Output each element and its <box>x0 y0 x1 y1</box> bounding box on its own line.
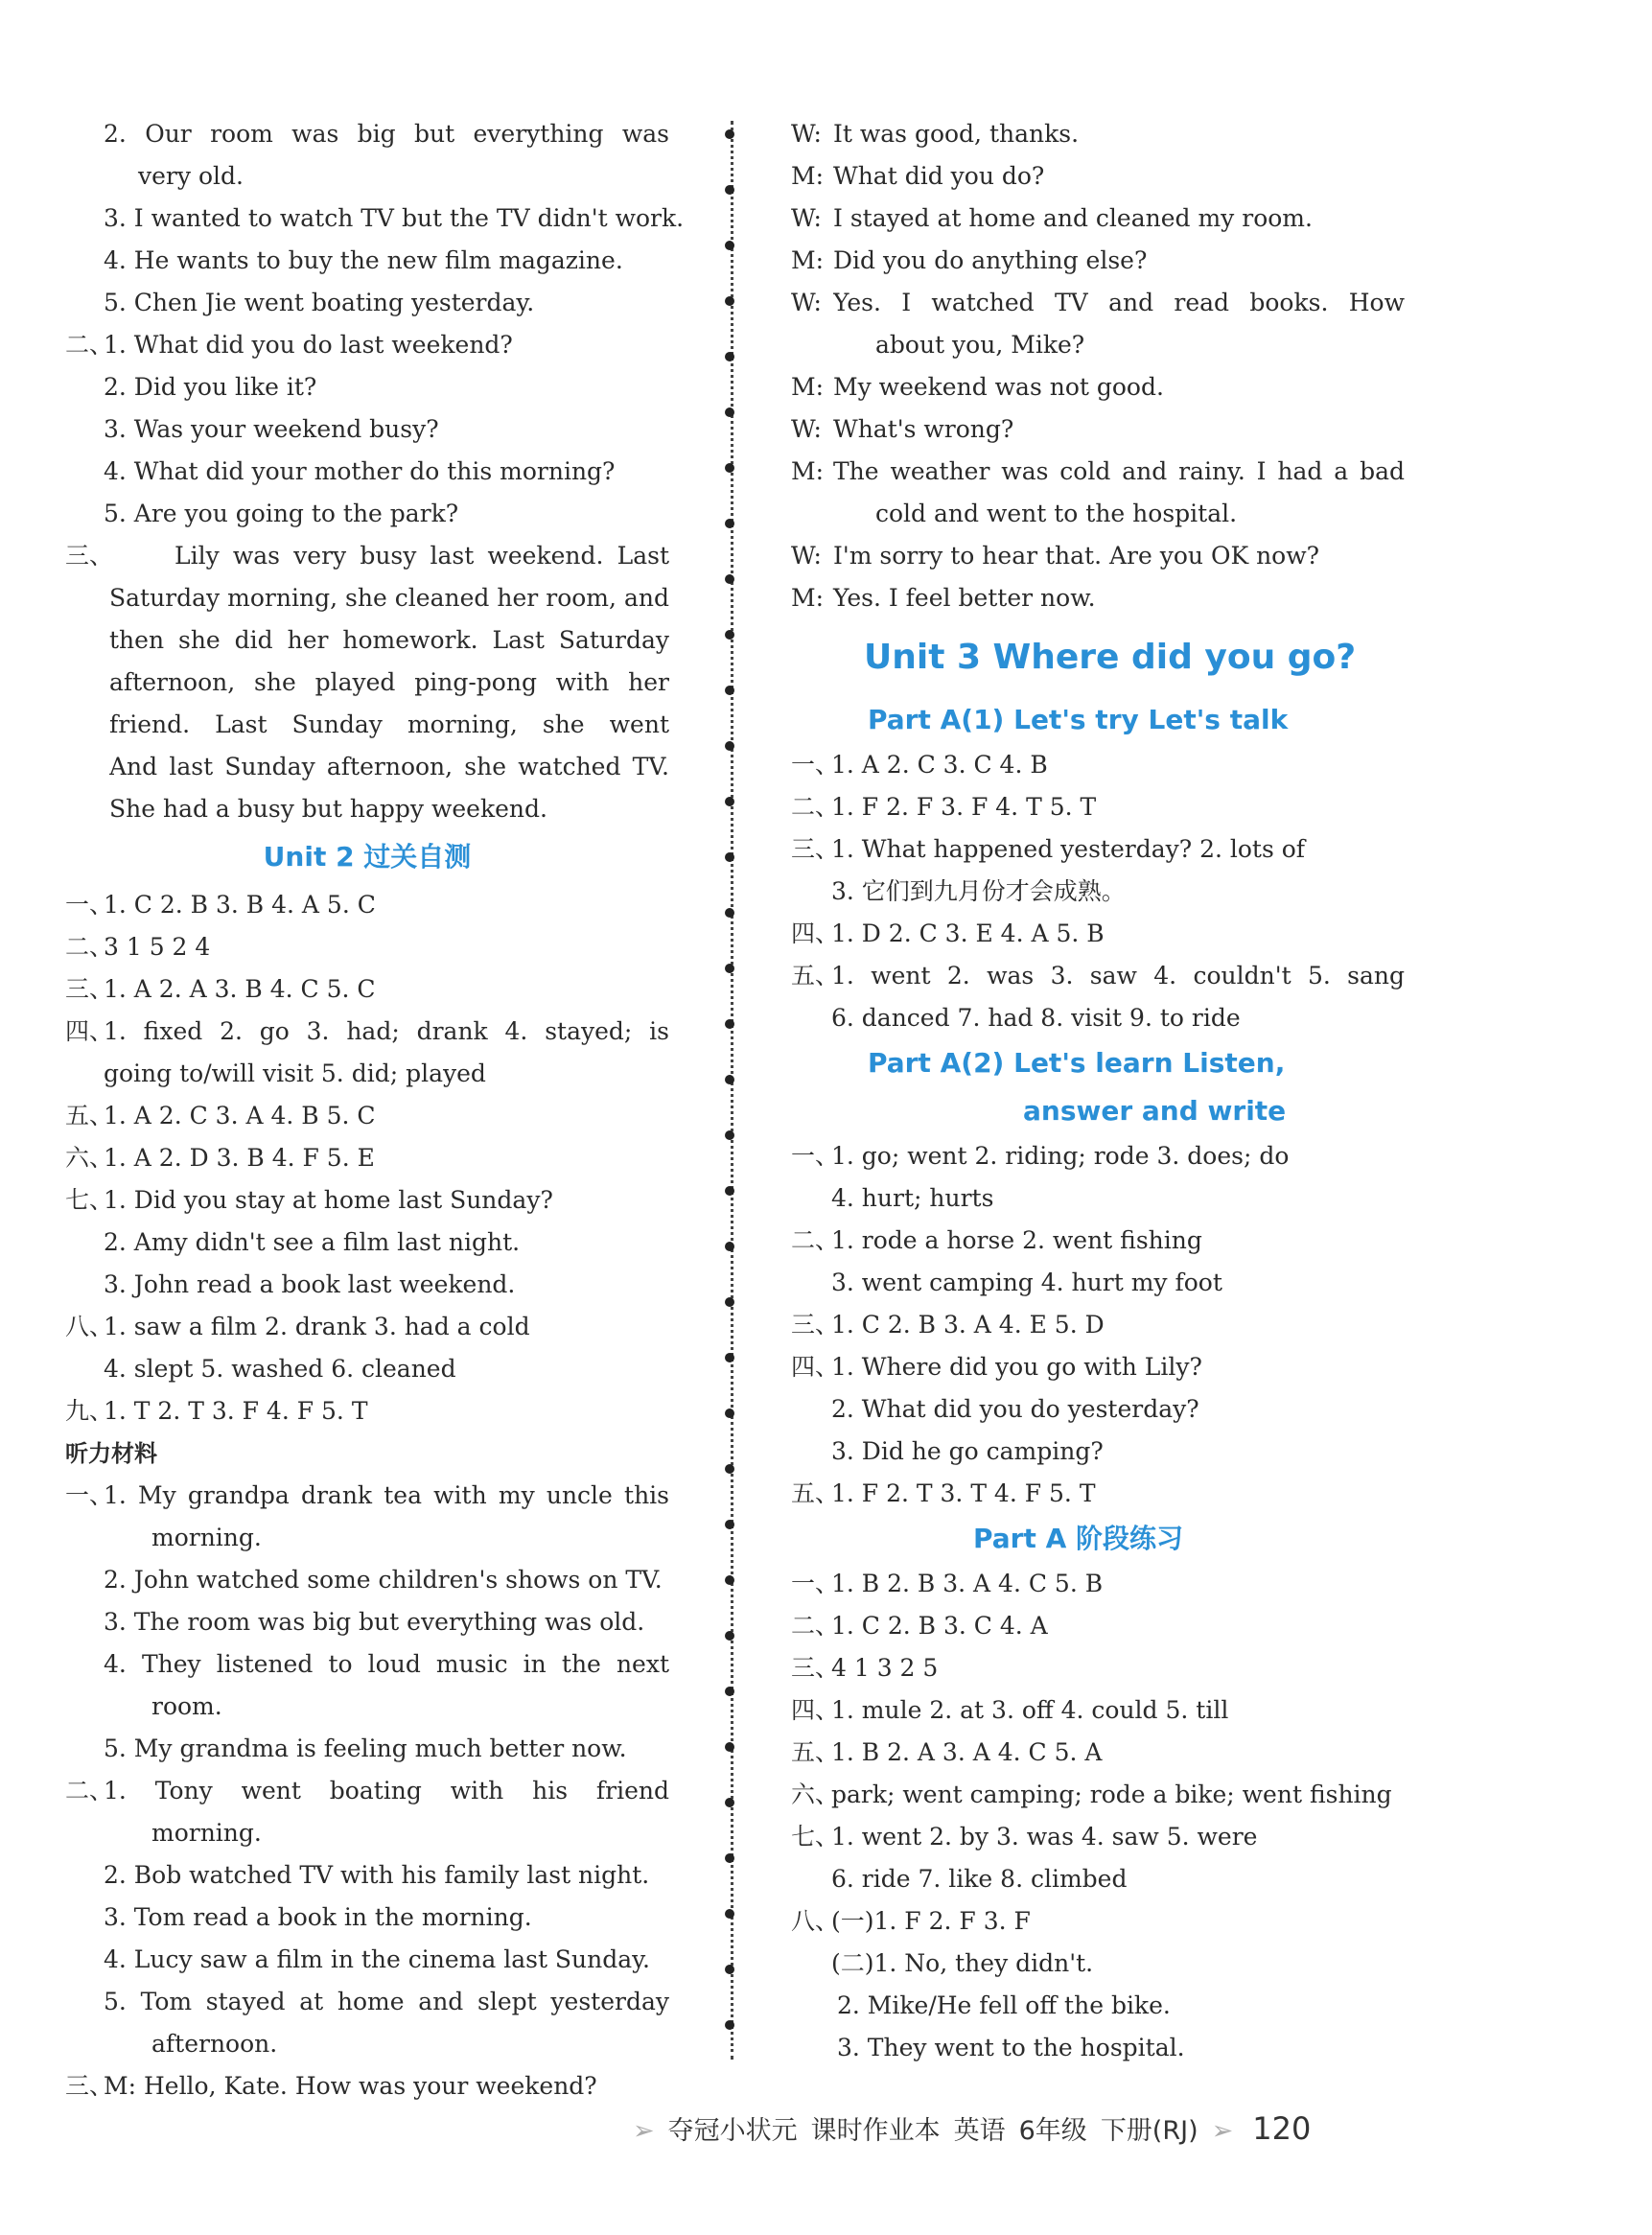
line-marker: W: <box>791 289 822 316</box>
line-text: 4. hurt; hurts <box>831 1184 994 1212</box>
answer-line <box>65 1137 669 1179</box>
left-column <box>65 113 685 2107</box>
line-marker: M: <box>791 584 825 612</box>
answer-line <box>791 535 1405 577</box>
line-marker: 五、 <box>65 1102 114 1129</box>
section-heading: Unit 3 Where did you go? <box>864 638 1357 677</box>
line-marker: 二、 <box>65 331 114 359</box>
line-marker: M: <box>791 457 825 485</box>
binding-dot <box>725 1186 734 1196</box>
answer-line <box>65 619 669 662</box>
line-text: park; went camping; rode a bike; went fishing <box>831 1781 1392 1808</box>
line-text: 1. What happened yesterday? 2. lots of <box>831 835 1306 863</box>
line-text: 2. Did you like it? <box>104 373 317 401</box>
binding-dot <box>725 1353 734 1362</box>
line-text: 1. went 2. by 3. was 4. saw 5. were <box>831 1823 1258 1851</box>
line-text: My weekend was not good. <box>833 373 1164 401</box>
answer-line <box>791 1816 1405 1858</box>
binding-dot <box>725 407 734 417</box>
line-text: 2. What did you do yesterday? <box>831 1395 1199 1423</box>
binding-dot <box>725 1909 734 1919</box>
line-text: going to/will visit 5. did; played <box>104 1059 486 1087</box>
answer-line <box>791 1135 1405 1177</box>
binding-dot <box>725 352 734 361</box>
answer-line <box>65 535 669 577</box>
page-footer <box>633 2105 1324 2153</box>
answer-line <box>791 1732 1405 1774</box>
line-text: And last Sunday afternoon, she watched TV. <box>109 753 669 780</box>
listening-label: 听力材料 <box>65 1440 157 1467</box>
answer-line <box>791 744 1405 786</box>
line-marker: 四、 <box>791 920 840 947</box>
line-text: She had a busy but happy weekend. <box>109 795 547 823</box>
line-text: 2. Mike/He fell off the bike. <box>837 1991 1171 2019</box>
answer-line <box>65 1854 669 1897</box>
line-text: It was good, thanks. <box>833 120 1080 148</box>
answer-line <box>65 1390 669 1432</box>
line-text: 1. went 2. was 3. saw 4. couldn't 5. sang <box>831 962 1405 989</box>
answer-line <box>65 1179 669 1222</box>
answer-line <box>65 1643 669 1686</box>
binding-dot <box>725 630 734 640</box>
binding-dot <box>725 1297 734 1307</box>
answer-line <box>65 1095 669 1137</box>
line-marker: W: <box>791 120 822 148</box>
answer-line <box>65 1728 669 1770</box>
line-text: 1. rode a horse 2. went fishing <box>831 1226 1202 1254</box>
binding-dot <box>725 1742 734 1752</box>
line-marker: 一、 <box>791 1570 840 1597</box>
line-text: 3. Did he go camping? <box>831 1437 1104 1465</box>
line-text: cold and went to the hospital. <box>875 500 1238 527</box>
binding-dot <box>725 129 734 139</box>
line-marker: 六、 <box>65 1144 114 1172</box>
answer-line <box>65 1812 669 1854</box>
line-text: 1. B 2. A 3. A 4. C 5. A <box>831 1738 1103 1766</box>
line-text: What's wrong? <box>833 415 1014 443</box>
line-marker: 五、 <box>791 1479 840 1507</box>
line-text: What did you do? <box>833 162 1045 190</box>
answer-line <box>65 704 669 746</box>
line-text: 5. My grandma is feeling much better now. <box>104 1734 627 1762</box>
answer-line <box>791 198 1405 240</box>
answer-line <box>65 746 669 788</box>
binding-dot <box>725 463 734 473</box>
line-text: 3 1 5 2 4 <box>104 933 211 961</box>
line-marker: 一、 <box>791 751 840 779</box>
line-text: Lily was very busy last weekend. Last <box>175 542 669 570</box>
line-text: 6. danced 7. had 8. visit 9. to ride <box>831 1004 1241 1032</box>
line-text: 2. Amy didn't see a film last night. <box>104 1228 521 1256</box>
binding-dot <box>725 1019 734 1029</box>
binding-dot <box>725 2020 734 2030</box>
line-text: M: Hello, Kate. How was your weekend? <box>104 2072 597 2100</box>
line-marker: 八、 <box>65 1313 114 1340</box>
line-text: 4. slept 5. washed 6. cleaned <box>104 1355 456 1383</box>
answer-line <box>65 926 669 968</box>
answer-line <box>65 2023 669 2065</box>
binding-dot <box>725 1965 734 1974</box>
binding-dot <box>725 1075 734 1084</box>
line-marker: 七、 <box>65 1186 114 1214</box>
footer-term: 下册(RJ) <box>1100 2116 1198 2146</box>
line-text: 3. went camping 4. hurt my foot <box>831 1269 1222 1296</box>
answer-line <box>791 1774 1405 1816</box>
line-text: very old. <box>138 162 244 190</box>
answer-line <box>65 1011 669 1053</box>
answer-line <box>65 366 669 408</box>
line-text: 4 1 3 2 5 <box>831 1654 939 1682</box>
answer-line <box>65 324 669 366</box>
line-text: morning. <box>151 1819 262 1847</box>
answer-line <box>65 884 669 926</box>
line-text: 1. What did you do last weekend? <box>104 331 513 359</box>
answer-line <box>791 1431 1405 1473</box>
line-text: 1. A 2. D 3. B 4. F 5. E <box>104 1144 375 1172</box>
binding-dot <box>725 1853 734 1863</box>
line-marker: 九、 <box>65 1397 114 1425</box>
line-marker: 五、 <box>791 962 840 989</box>
answer-line <box>791 324 1405 366</box>
answer-line <box>65 282 669 324</box>
line-text: about you, Mike? <box>875 331 1085 359</box>
answer-line <box>65 577 669 619</box>
line-text: 3. John read a book last weekend. <box>104 1270 516 1298</box>
binding-dot <box>725 686 734 695</box>
line-text: friend. Last Sunday morning, she went <box>109 710 669 738</box>
binding-dot <box>725 852 734 862</box>
answer-line <box>65 1053 669 1095</box>
line-text: morning. <box>151 1524 262 1551</box>
line-text: 1. A 2. A 3. B 4. C 5. C <box>104 975 376 1003</box>
footer-grade: 6年级 <box>1018 2116 1087 2146</box>
binding-dot <box>725 1687 734 1696</box>
answer-line <box>65 113 669 155</box>
answer-line <box>65 2065 669 2107</box>
answer-line <box>791 955 1405 997</box>
answer-line <box>65 1306 669 1348</box>
line-text: (二)1. No, they didn't. <box>831 1949 1094 1977</box>
line-text: (一)1. F 2. F 3. F <box>831 1907 1031 1935</box>
answer-line <box>791 282 1405 324</box>
line-marker: 三、 <box>65 2072 114 2100</box>
answer-line <box>791 366 1405 408</box>
answer-line <box>65 1981 669 2023</box>
answer-line <box>65 1686 669 1728</box>
line-text: room. <box>151 1692 222 1720</box>
line-marker: 六、 <box>791 1781 840 1808</box>
line-text: 1. Where did you go with Lily? <box>831 1353 1202 1381</box>
section-heading: Part A(2) Let's learn Listen, <box>868 1047 1286 1079</box>
answer-line <box>791 1177 1405 1220</box>
line-marker: M: <box>791 246 825 274</box>
line-text: 5. Are you going to the park? <box>104 500 459 527</box>
footer-brand: 夺冠小状元 <box>667 2116 798 2146</box>
line-text: 1. C 2. B 3. C 4. A <box>831 1612 1048 1640</box>
binding-dot <box>725 964 734 973</box>
line-marker: 三、 <box>791 1654 840 1682</box>
answer-line <box>65 155 669 198</box>
answer-line <box>791 1346 1405 1388</box>
line-text: Saturday morning, she cleaned her room, and <box>109 584 669 612</box>
footer-subject: 英语 <box>953 2116 1006 2146</box>
line-text: 1. saw a film 2. drank 3. had a cold <box>104 1313 530 1340</box>
answer-line <box>791 871 1405 913</box>
line-marker: 一、 <box>791 1142 840 1170</box>
answer-line <box>65 408 669 451</box>
answer-line <box>791 1689 1405 1732</box>
line-marker: 三、 <box>791 1311 840 1339</box>
answer-line <box>791 1985 1405 2027</box>
footer-arrow-icon: ➢ <box>633 2116 655 2146</box>
binding-dot <box>725 1798 734 1807</box>
answer-line <box>65 968 669 1011</box>
answer-line <box>65 1517 669 1559</box>
binding-dot <box>725 1631 734 1641</box>
line-text: 2. Our room was big but everything was <box>104 120 669 148</box>
line-text: 1. My grandpa drank tea with my uncle this <box>104 1481 669 1509</box>
answer-line <box>791 155 1405 198</box>
line-text: 1. fixed 2. go 3. had; drank 4. stayed; is <box>104 1017 669 1045</box>
answer-line <box>65 1897 669 1939</box>
line-text: 1. A 2. C 3. C 4. B <box>831 751 1048 779</box>
line-text: Yes. I watched TV and read books. How <box>833 289 1405 316</box>
line-marker: 四、 <box>791 1696 840 1724</box>
line-text: 1. A 2. C 3. A 4. B 5. C <box>104 1102 376 1129</box>
line-marker: M: <box>791 373 825 401</box>
line-text: 3. Tom read a book in the morning. <box>104 1903 532 1931</box>
line-text: 4. He wants to buy the new film magazine. <box>104 246 623 274</box>
answer-line <box>791 1900 1405 1943</box>
footer-arrow-icon-2: ➢ <box>1211 2116 1234 2146</box>
answer-line <box>791 1647 1405 1689</box>
answer-line <box>65 1939 669 1981</box>
binding-dot <box>725 797 734 806</box>
binding-dot <box>725 241 734 250</box>
line-marker: 八、 <box>791 1907 840 1935</box>
answer-line <box>65 1475 669 1517</box>
page-number: 120 <box>1252 2110 1312 2147</box>
section-heading: answer and write <box>1023 1095 1287 1127</box>
line-text: 6. ride 7. like 8. climbed <box>831 1865 1128 1893</box>
binding-dot <box>725 1409 734 1418</box>
line-text: 1. Tony went boating with his friend <box>104 1777 669 1804</box>
binding-dot <box>725 1520 734 1529</box>
binding-dot <box>725 1130 734 1140</box>
answer-line <box>65 788 669 830</box>
answer-line <box>791 1563 1405 1605</box>
answer-line <box>65 1601 669 1643</box>
line-marker: 二、 <box>791 1612 840 1640</box>
line-text: 2. John watched some children's shows on TV. <box>104 1566 663 1594</box>
line-text: then she did her homework. Last Saturday <box>109 626 669 654</box>
answer-line <box>65 1264 669 1306</box>
line-text: 4. Lucy saw a film in the cinema last Sunday. <box>104 1945 650 1973</box>
answer-line <box>65 1222 669 1264</box>
line-text: afternoon, she played ping-pong with her <box>109 668 669 696</box>
line-text: 3. I wanted to watch TV but the TV didn't work. <box>104 204 685 232</box>
line-text: 4. What did your mother do this morning? <box>104 457 616 485</box>
line-text: 5. Tom stayed at home and slept yesterday <box>104 1988 669 2015</box>
line-text: 2. Bob watched TV with his family last night. <box>104 1861 650 1889</box>
line-text: 3. Was your weekend busy? <box>104 415 439 443</box>
answer-line <box>791 1858 1405 1900</box>
answer-line <box>791 493 1405 535</box>
section-heading: Unit 2 过关自测 <box>263 841 472 873</box>
right-column <box>791 113 1405 2069</box>
binding-dot <box>725 741 734 751</box>
line-marker: 三、 <box>791 835 840 863</box>
line-text: 1. Did you stay at home last Sunday? <box>104 1186 553 1214</box>
line-marker: W: <box>791 542 822 570</box>
binding-dot <box>725 185 734 195</box>
section-heading: Part A(1) Let's try Let's talk <box>868 704 1289 735</box>
line-marker: 三、 <box>65 542 114 570</box>
answer-line <box>65 662 669 704</box>
answer-line <box>65 1559 669 1601</box>
answer-line <box>791 240 1405 282</box>
line-text: Did you do anything else? <box>833 246 1148 274</box>
answer-line <box>65 240 669 282</box>
answer-line <box>791 1388 1405 1431</box>
answer-line <box>65 1770 669 1812</box>
answer-line <box>791 828 1405 871</box>
line-text: 1. F 2. F 3. F 4. T 5. T <box>831 793 1097 821</box>
line-marker: 四、 <box>791 1353 840 1381</box>
line-marker: 二、 <box>65 933 114 961</box>
answer-line <box>791 113 1405 155</box>
answer-line <box>791 451 1405 493</box>
line-marker: 七、 <box>791 1823 840 1851</box>
line-text: 1. F 2. T 3. T 4. F 5. T <box>831 1479 1096 1507</box>
line-text: 1. go; went 2. riding; rode 3. does; do <box>831 1142 1290 1170</box>
answer-line <box>65 493 669 535</box>
answer-line <box>65 1348 669 1390</box>
line-marker: M: <box>791 162 825 190</box>
answer-line <box>791 913 1405 955</box>
line-text: Yes. I feel better now. <box>833 584 1096 612</box>
answer-line <box>791 1605 1405 1647</box>
line-text: 1. D 2. C 3. E 4. A 5. B <box>831 920 1105 947</box>
answer-line <box>791 1262 1405 1304</box>
answer-line <box>791 577 1405 619</box>
line-text: 4. They listened to loud music in the next <box>104 1650 669 1678</box>
line-marker: 一、 <box>65 891 114 919</box>
line-text: 1. mule 2. at 3. off 4. could 5. till <box>831 1696 1229 1724</box>
line-marker: 二、 <box>65 1777 114 1804</box>
line-text: 3. The room was big but everything was old. <box>104 1608 645 1636</box>
line-text: I stayed at home and cleaned my room. <box>833 204 1313 232</box>
line-marker: W: <box>791 415 822 443</box>
line-text: 1. B 2. B 3. A 4. C 5. B <box>831 1570 1104 1597</box>
line-marker: 一、 <box>65 1481 114 1509</box>
binding-dot <box>725 908 734 918</box>
section-heading: Part A 阶段练习 <box>973 1523 1184 1554</box>
line-marker: 五、 <box>791 1738 840 1766</box>
answer-line <box>791 786 1405 828</box>
line-text: 3. They went to the hospital. <box>837 2034 1185 2061</box>
footer-book: 课时作业本 <box>810 2116 941 2146</box>
line-marker: 二、 <box>791 793 840 821</box>
line-text: 5. Chen Jie went boating yesterday. <box>104 289 535 316</box>
answer-line <box>791 1304 1405 1346</box>
answer-line <box>791 2027 1405 2069</box>
line-text: 1. C 2. B 3. A 4. E 5. D <box>831 1311 1105 1339</box>
line-text: 3. 它们到九月份才会成熟。 <box>831 877 1126 905</box>
binding-dot <box>725 1242 734 1251</box>
line-marker: 二、 <box>791 1226 840 1254</box>
answer-line <box>791 1220 1405 1262</box>
line-text: 1. T 2. T 3. F 4. F 5. T <box>104 1397 368 1425</box>
answer-line <box>65 198 685 240</box>
answer-line <box>791 1943 1405 1985</box>
answer-line <box>791 408 1405 451</box>
binding-dot <box>725 574 734 584</box>
binding-dot <box>725 519 734 528</box>
line-text: 1. C 2. B 3. B 4. A 5. C <box>104 891 376 919</box>
line-marker: W: <box>791 204 822 232</box>
answer-line <box>65 451 669 493</box>
binding-dot <box>725 296 734 306</box>
line-marker: 四、 <box>65 1017 114 1045</box>
answer-line <box>791 1473 1405 1515</box>
line-text: afternoon. <box>151 2030 278 2058</box>
line-marker: 三、 <box>65 975 114 1003</box>
binding-dot <box>725 1575 734 1585</box>
line-text: The weather was cold and rainy. I had a bad <box>833 457 1405 485</box>
line-text: I'm sorry to hear that. Are you OK now? <box>833 542 1320 570</box>
binding-dot <box>725 1464 734 1474</box>
answer-line <box>791 997 1405 1039</box>
